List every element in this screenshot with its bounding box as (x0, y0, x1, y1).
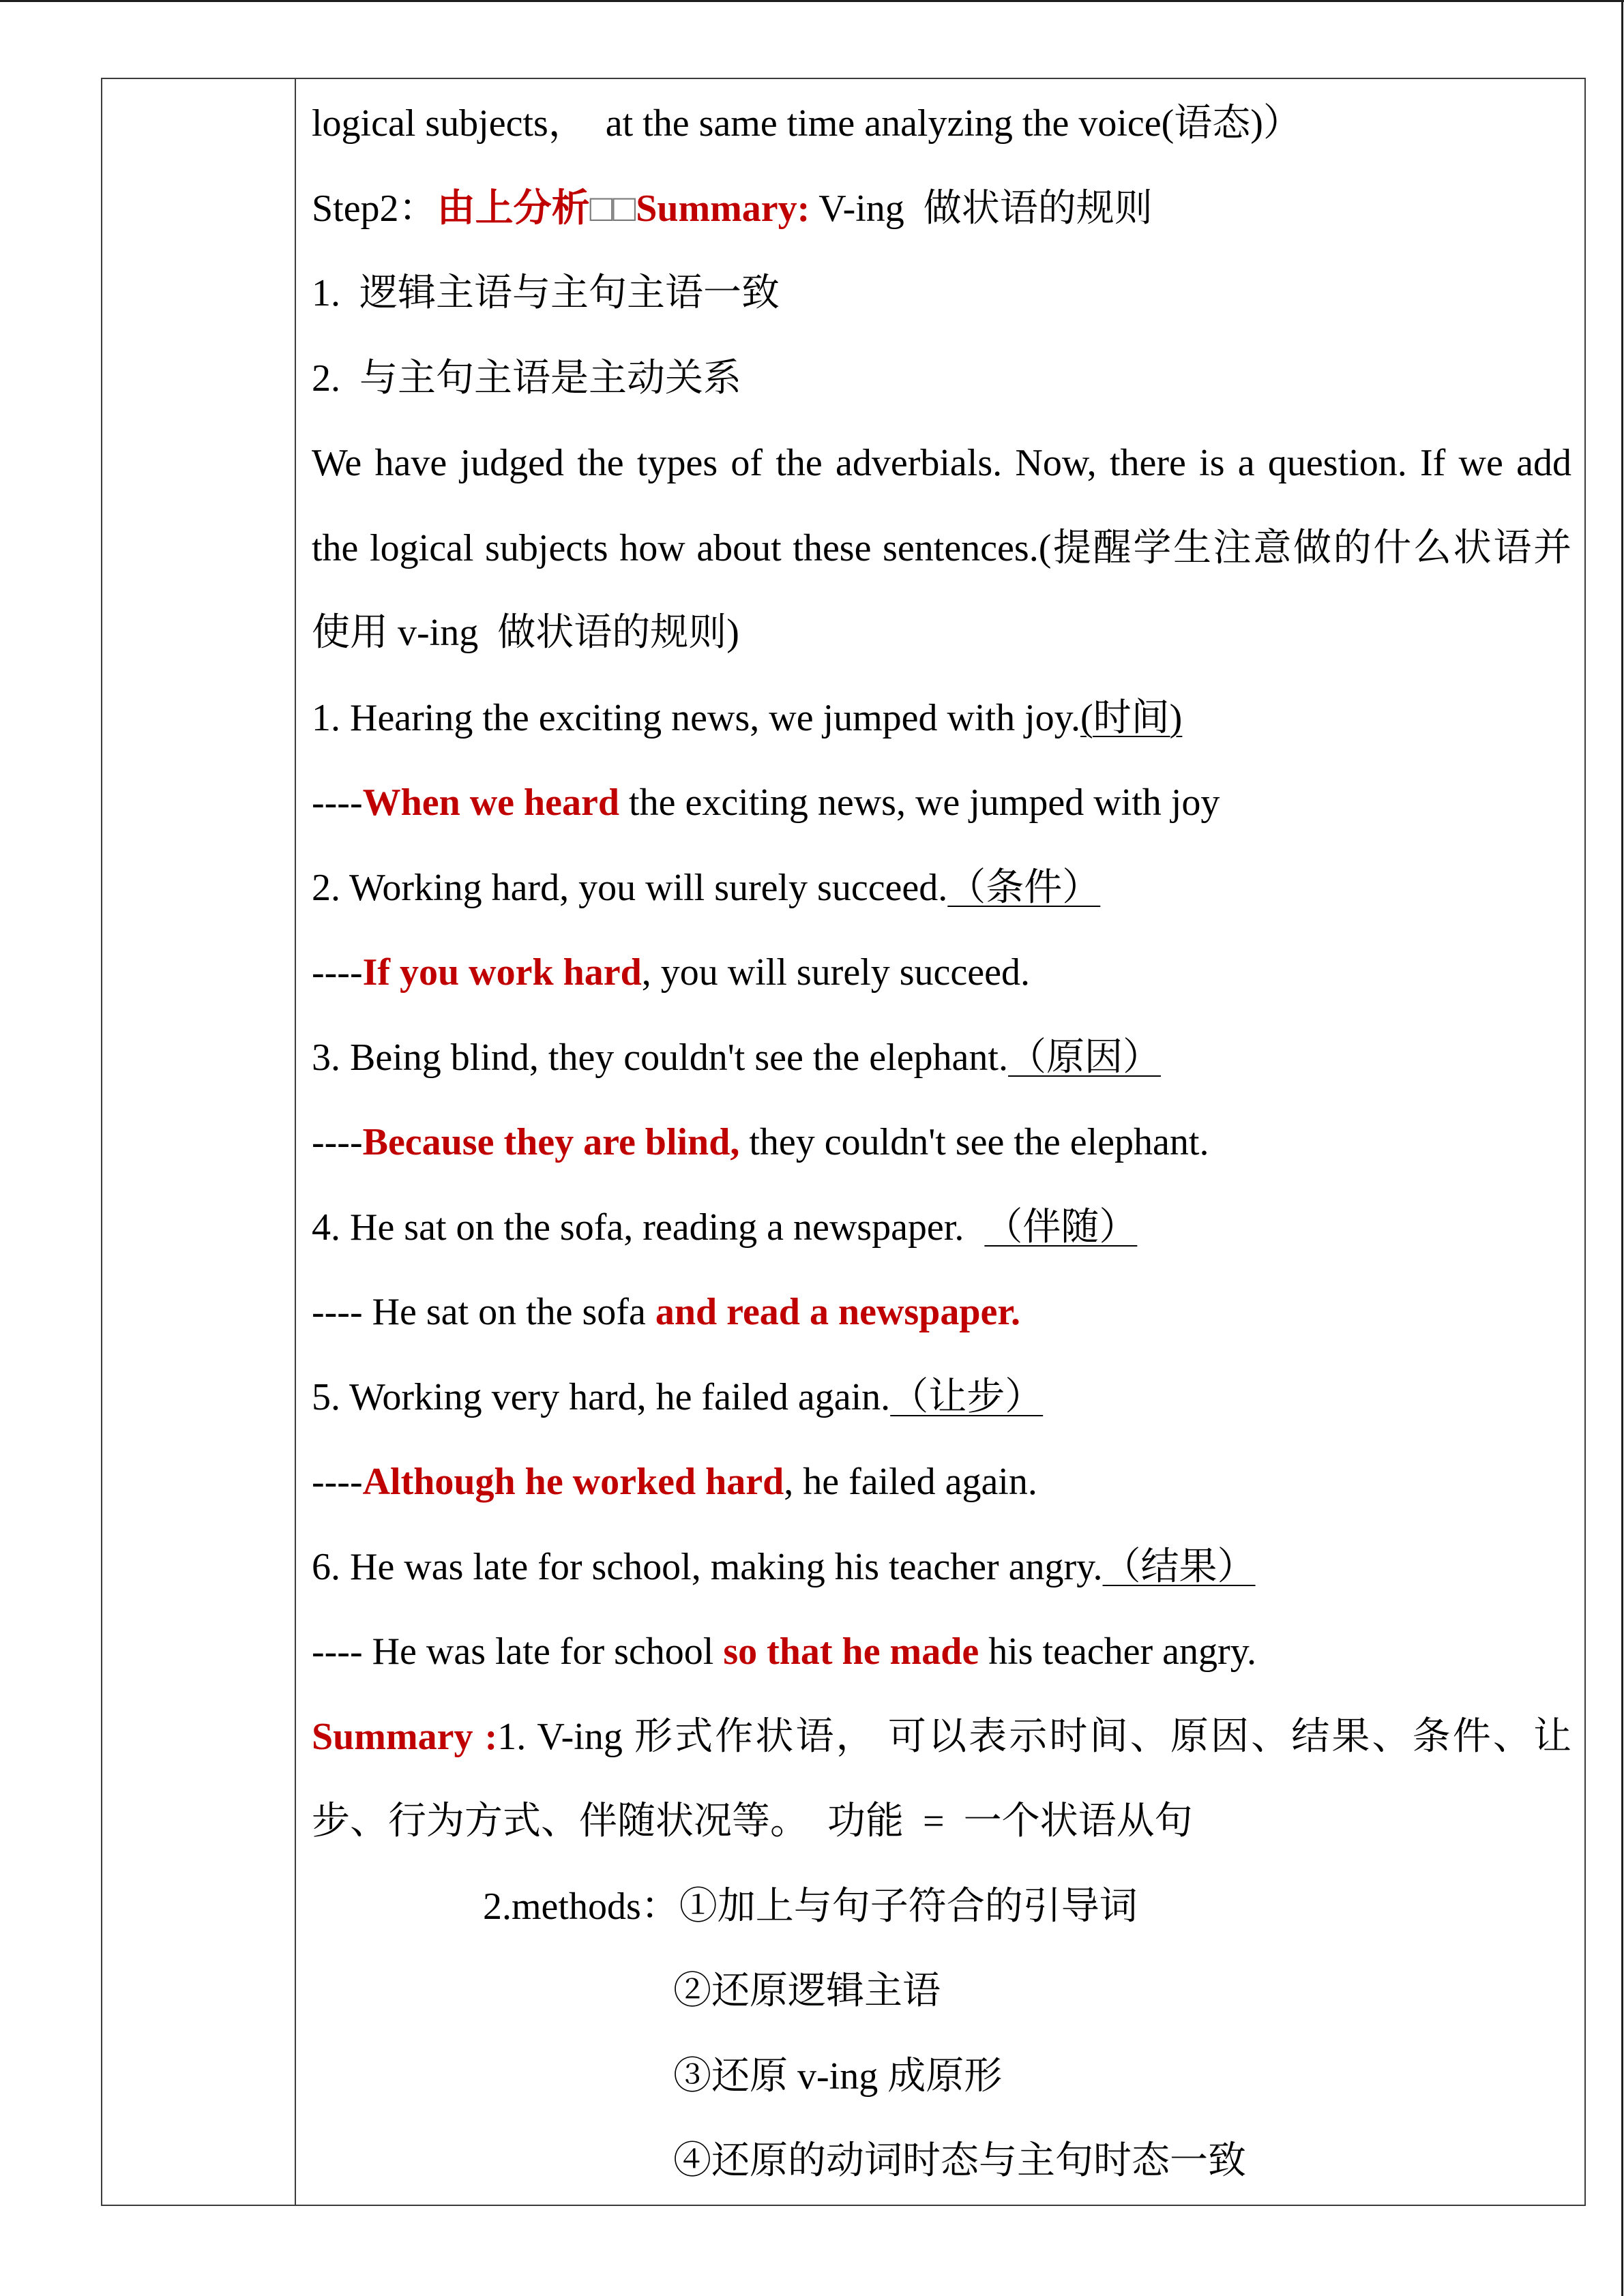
example-sentence (312, 676, 1571, 761)
method-item: ④还原的动词时态与主句时态一致 (673, 2140, 1246, 2182)
rewrite-highlight: When we heard (362, 781, 620, 824)
adverbial-type-label: （条件） (947, 866, 1101, 909)
rewrite-highlight: If you work hard (362, 951, 642, 994)
summary-line: 步、行为方式、伴随状况等。 功能 = 一个状语从句 (312, 1800, 1193, 1843)
rewrite-suffix: , you will surely succeed. (641, 951, 1030, 994)
table-cell-left (102, 79, 296, 2205)
step2-heading (312, 166, 1571, 252)
method-item: ②还原逻辑主语 (673, 1970, 941, 2012)
example-sentence-text: 2. Working hard, you will surely succeed. (312, 866, 948, 909)
step2-title: V-ing 做状语的规则 (810, 187, 1153, 230)
example-sentence-text: 5. Working very hard, he failed again. (312, 1375, 891, 1418)
example-sentence (312, 1185, 1571, 1270)
rewrite-highlight: Because they are blind, (362, 1121, 740, 1163)
rewrite-prefix: ---- (312, 1461, 363, 1503)
example-sentence (312, 1015, 1571, 1101)
rewrite-highlight: Although he worked hard (362, 1461, 784, 1503)
instruction-line: We have judged the types of the adverbials. Now, there is a question. If we add (312, 442, 1571, 484)
rewrite-suffix: , he failed again. (784, 1461, 1037, 1503)
rule-item: 1. 逻辑主语与主句主语一致 (312, 272, 780, 314)
adverbial-type-label: （伴随） (984, 1206, 1138, 1249)
method-item: ①加上与句子符合的引导词 (679, 1885, 1138, 1928)
lesson-table (101, 78, 1586, 2206)
rewrite-prefix: ---- (312, 1121, 363, 1163)
rewrite-prefix: ---- He was late for school (312, 1630, 724, 1673)
example-sentence-text: 1. Hearing the exciting news, we jumped with joy. (312, 696, 1080, 739)
rewrite-prefix: ---- He sat on the sofa (312, 1291, 655, 1333)
rewrite-highlight: and read a newspaper. (655, 1291, 1021, 1333)
example-sentence (312, 1355, 1571, 1440)
methods-label: 2.methods： (483, 1885, 679, 1928)
page-edge-top (0, 0, 1624, 2)
example-rewrite (312, 1100, 1571, 1185)
example-rewrite (312, 930, 1571, 1015)
step2-analysis: 由上分析 (437, 187, 590, 230)
adverbial-type-label: （让步） (890, 1375, 1044, 1418)
step2-summary-label: Summary: (636, 187, 810, 230)
step2-label: Step2： (312, 187, 437, 230)
example-sentence-text: 3. Being blind, they couldn't see the elephant. (312, 1036, 1008, 1079)
example-sentence-text: 6. He was late for school, making his teacher angry. (312, 1545, 1103, 1588)
summary-label: Summary : (312, 1715, 498, 1758)
intro-line: logical subjects， at the same time analyzing the voice(语态)） (312, 102, 1301, 145)
rewrite-suffix: his teacher angry. (979, 1630, 1257, 1673)
example-rewrite (312, 1440, 1571, 1525)
rule-item: 2. 与主句主语是主动关系 (312, 357, 741, 400)
adverbial-type-label: （原因） (1007, 1036, 1161, 1079)
adverbial-type-label: (时间) (1080, 696, 1183, 739)
summary-line (312, 1695, 1571, 1780)
rewrite-prefix: ---- (312, 781, 363, 824)
instruction-line: the logical subjects how about these sentences.(提醒学生注意做的什么状语并 (312, 526, 1571, 569)
example-sentence (312, 846, 1571, 931)
rewrite-suffix: they couldn't see the elephant. (739, 1121, 1209, 1163)
example-rewrite (312, 1609, 1571, 1695)
rewrite-suffix: the exciting news, we jumped with joy (619, 781, 1220, 824)
table-cell-content (296, 79, 1584, 2205)
instruction-line: 使用 v-ing 做状语的规则) (312, 612, 739, 654)
summary-text: 1. V-ing 形式作状语， 可以表示时间、原因、结果、条件、让 (497, 1715, 1571, 1758)
page-edge-right (1621, 0, 1623, 2296)
methods-line (312, 1864, 1571, 1950)
example-sentence-text: 4. He sat on the sofa, reading a newspaper. (312, 1206, 964, 1249)
adverbial-type-label: （结果） (1102, 1545, 1256, 1588)
missing-glyph-boxes: □□ (589, 187, 636, 230)
example-rewrite (312, 1270, 1571, 1355)
example-rewrite (312, 760, 1571, 846)
rewrite-highlight: so that he made (723, 1630, 979, 1673)
example-sentence (312, 1525, 1571, 1610)
rewrite-prefix: ---- (312, 951, 363, 994)
method-item: ③还原 v-ing 成原形 (673, 2055, 1003, 2098)
